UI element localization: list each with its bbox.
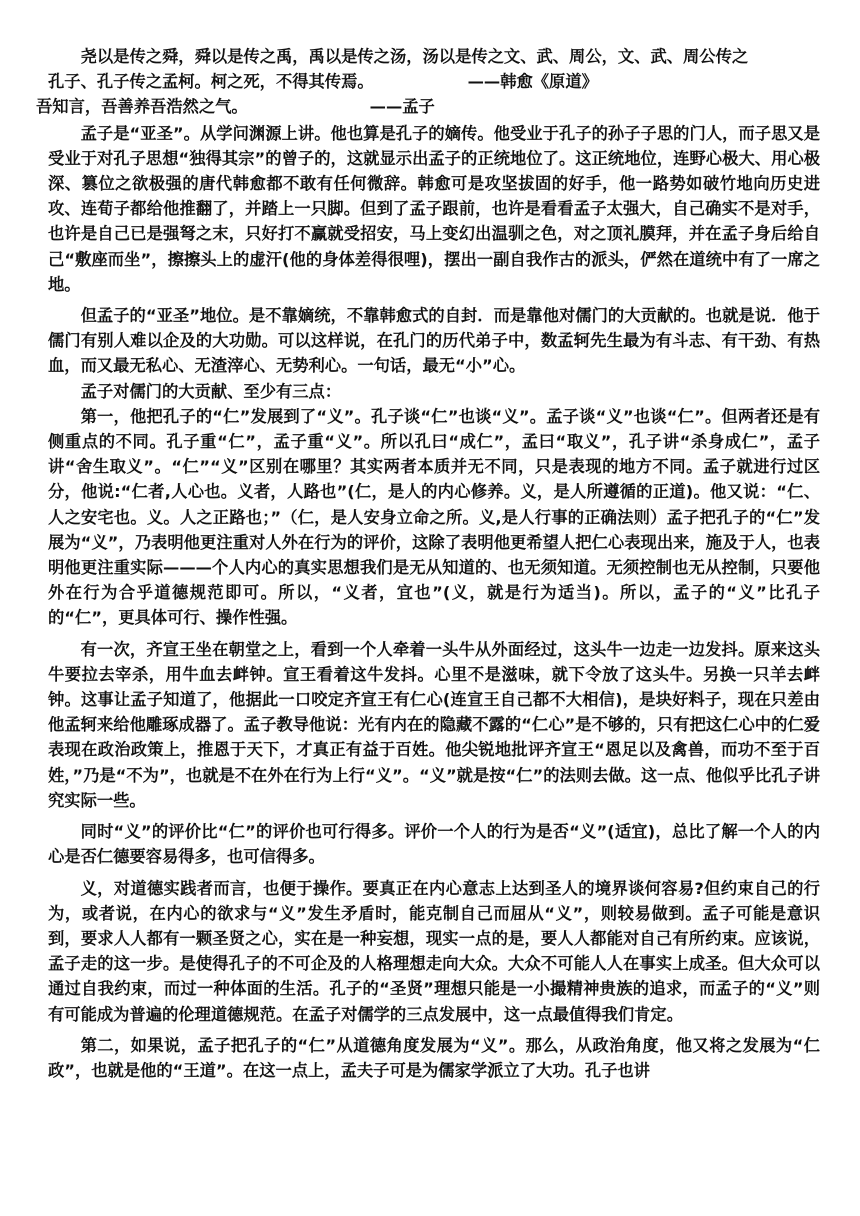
- mencius-quote: 吾知言，吾善养吾浩然之气。: [36, 97, 248, 117]
- paragraph-7: 义，对道德实践者而言，也便于操作。要真正在内心意志上达到圣人的境界谈何容易?但约束自己的行为，或者说，在内心的欲求与“义”发生矛盾时，能克制自己而屈从“义”，则较易做到。孟子可能是意识到，要求人人都有一颗圣贤之心，实在是一种妄想，现实一点的是，要人人都能对自己有所约束。应该说，孟子走的这一步。是使得孔子的不可企及的人格理想走向大众。大众不可能人人在事实上成圣。但大众可以通过自我约束，而过一种体面的生活。孔子的“圣贤”理想只能是一小撮精神贵族的追求，而孟子的“义”则有可能成为普遍的伦理道德规范。在孟子对儒学的三点发展中，这一点最值得我们肯定。: [48, 878, 820, 1024]
- paragraph-3: 孟子对儒门的大贡献、至少有三点：: [80, 381, 342, 401]
- paragraph-6: 同时“义”的评价比“仁”的评价也可行得多。评价一个人的行为是否“义”(适宜)，总比了解一个人的内心是否仁德要容易得多，也可信得多。: [48, 822, 820, 867]
- paragraph-4: 第一，他把孔子的“仁”发展到了“义”。孔子谈“仁”也谈“义”。孟子谈“义”也谈“仁”。但两者还是有侧重点的不同。孔子重“仁”，孟子重“义”。所以孔曰“成仁”，孟曰“取义”，孔子讲“杀身成仁”，孟子讲“舍生取义”。“仁”“义”区别在哪里？其实两者本质并无不同，只是表现的地方不同。孟子就进行过区分，他说:“仁者,人心也。义者，人路也”(仁，是人的内心修养。义，是人所遵循的正道)。他又说：“仁、人之安宅也。义。人之正路也；”（仁，是人安身立命之所。义,是人行事的正确法则）孟子把孔子的“仁”发展为“义”，乃表明他更注重对人外在行为的评价，这除了表明他更希望人把仁心表现出来，施及于人，也表明他更注重实际———个人内心的真实思想我们是无从知道的、也无须知道。无须控制也无从控制，只要他外在行为合乎道德规范即可。所以，“义者，宜也”(义，就是行为适当)。所以，孟子的“义”比孔子的“仁”，更具体可行、操作性强。: [48, 406, 820, 628]
- mencius-attribution: ——孟子: [369, 97, 435, 117]
- paragraph-8: 第二，如果说，孟子把孔子的“仁”从道德角度发展为“义”。那么，从政治角度，他又将之发展为“仁政”，也就是他的“王道”。在这一点上，孟夫子可是为儒家学派立了大功。孔子也讲: [48, 1035, 820, 1080]
- paragraph-1: 孟子是“亚圣”。从学问渊源上讲。他也算是孔子的嫡传。他受业于孔子的孙子子思的门人，而子思又是受业于对孔子思想“独得其宗”的曾子的，这就显示出孟子的正统地位了。这正统地位，连野心极大、用心极深、篡位之欲极强的唐代韩愈都不敢有任何微辞。韩愈可是攻坚拔固的好手，他一路势如破竹地向历史进攻、连荀子都给他推翻了，并踏上一只脚。但到了孟子跟前，也许是看看孟子太强大，自己确实不是对手，也许是自己已是强弩之末，只好打不赢就受招安，马上变幻出温驯之色，对之顶礼膜拜，并在孟子身后给自己“敷座而坐”，擦擦头上的虚汗(他的身体差得很哩)，摆出一副自我作古的派头，俨然在道统中有了一席之地。: [48, 123, 820, 294]
- paragraph-5: 有一次，齐宣王坐在朝堂之上，看到一个人牵着一头牛从外面经过，这头牛一边走一边发抖。原来这头牛要拉去宰杀，用牛血去衅钟。宣王看着这牛发抖。心里不是滋味，就下令放了这头牛。另换一只羊去衅钟。这事让孟子知道了，他据此一口咬定齐宣王有仁心(连宣王自己都不大相信)，是块好料子，现在只差由他孟轲来给他雕琢成器了。孟子教导他说：光有内在的隐藏不露的“仁心”是不够的，只有把这仁心中的仁爱表现在政治政策上，推恩于天下，才真正有益于百姓。他尖锐地批评齐宣王“恩足以及禽兽，而功不至于百姓，”乃是“不为”，也就是不在外在行为上行“义”。“义”就是按“仁”的法则去做。这一点、他似乎比孔子讲究实际一些。: [48, 639, 820, 810]
- epigraph-quote-line-2-row: [48, 69, 820, 94]
- epigraph-quote-line-2: 孔子、孔子传之孟柯。柯之死，不得其传焉。: [48, 72, 374, 92]
- paragraph-2: 但孟子的“亚圣”地位。是不靠嫡统，不靠韩愈式的自封．而是靠他对儒门的大贡献的。也就是说．他于儒门有别人难以企及的大功勋。可以这样说，在孔门的历代弟子中，数孟轲先生最为有斗志、有干劲、有热血，而又最无私心、无渣滓心、无势利心。一句话，最无“小”心。: [48, 306, 820, 376]
- mencius-quote-row: [36, 94, 820, 119]
- han-yu-attribution: ——韩愈《原道》: [467, 72, 598, 92]
- epigraph-quote-line-1: 尧以是传之舜，舜以是传之禹，禹以是传之汤，汤以是传之文、武、周公，文、武、周公传之: [80, 47, 749, 66]
